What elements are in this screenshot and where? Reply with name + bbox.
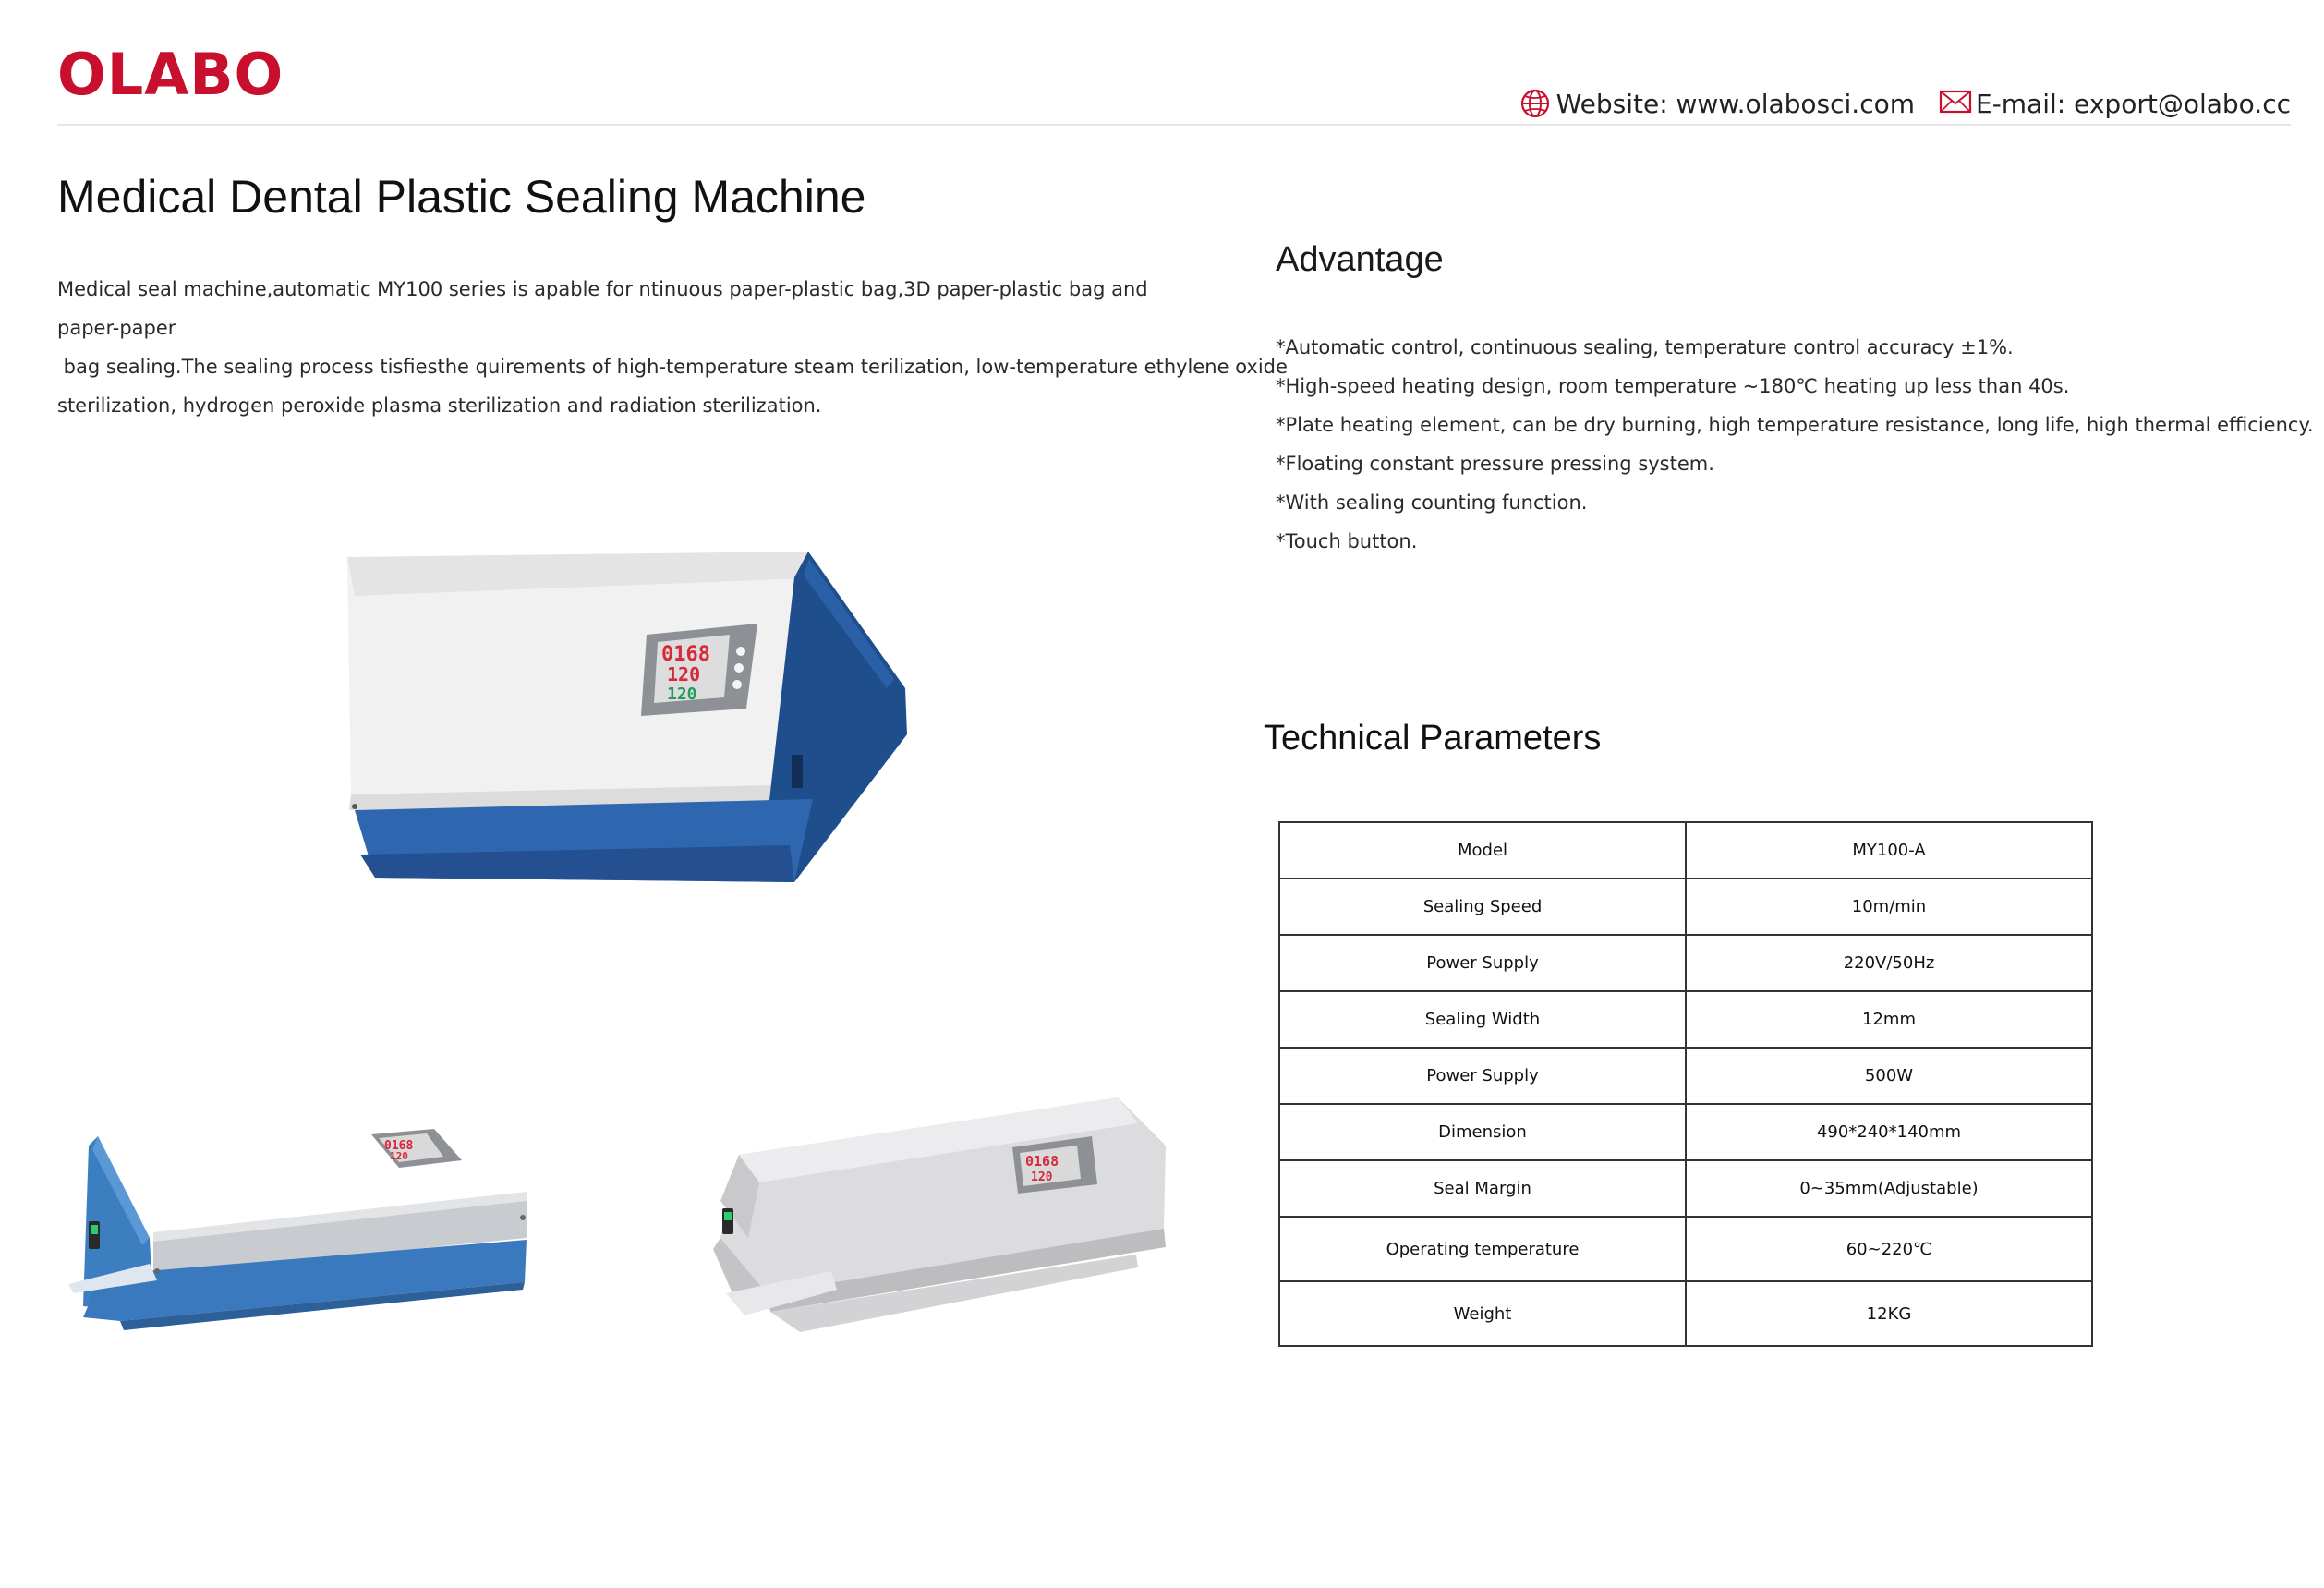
- advantage-list: [1276, 328, 2314, 561]
- table-row: [1279, 822, 2092, 879]
- param-label: Power Supply: [1279, 1048, 1686, 1104]
- technical-parameters-table: [1278, 821, 2093, 1347]
- temp-readout: 120: [667, 663, 701, 685]
- description-line: Medical seal machine,automatic MY100 series is apable for ntinuous paper-plastic bag,3D paper-plastic bag and paper-paper: [57, 278, 1148, 339]
- counter-readout: 120: [667, 685, 697, 704]
- param-value: 12KG: [1686, 1281, 2092, 1346]
- advantage-item: *Touch button.: [1276, 530, 1418, 552]
- main-product-image: [333, 540, 914, 891]
- technical-parameters-heading: Technical Parameters: [1264, 719, 1602, 758]
- param-label: Dimension: [1279, 1104, 1686, 1160]
- param-label: Weight: [1279, 1281, 1686, 1346]
- advantage-item: *High-speed heating design, room temperature ~180℃ heating up less than 40s.: [1276, 375, 2070, 397]
- table-row: [1279, 1281, 2092, 1346]
- param-label: Sealing Speed: [1279, 879, 1686, 935]
- table-row: [1279, 935, 2092, 991]
- advantage-item: *Automatic control, continuous sealing, temperature control accuracy ±1%.: [1276, 336, 2014, 358]
- advantage-item: *Floating constant pressure pressing system.: [1276, 453, 1714, 475]
- website-link[interactable]: Website: www.olabosci.com: [1555, 88, 1915, 119]
- table-row: [1279, 1160, 2092, 1217]
- table-row: [1279, 1104, 2092, 1160]
- param-label: Seal Margin: [1279, 1160, 1686, 1217]
- globe-icon: [1519, 88, 1551, 119]
- side-view-product-image: [65, 1109, 536, 1358]
- description-line: sterilization, hydrogen peroxide plasma sterilization and radiation sterilization.: [57, 394, 822, 417]
- temp-readout: 0168: [384, 1139, 414, 1153]
- advantage-item: *With sealing counting function.: [1276, 491, 1588, 514]
- advantage-item: *Plate heating element, can be dry burning, high temperature resistance, long life, high thermal efficiency.: [1276, 414, 2314, 436]
- param-value: 490*240*140mm: [1686, 1104, 2092, 1160]
- page-title: Medical Dental Plastic Sealing Machine: [57, 171, 866, 223]
- email-link[interactable]: E-mail: export@olabo.cc: [1976, 88, 2291, 119]
- param-label: Model: [1279, 822, 1686, 879]
- table-row: [1279, 991, 2092, 1048]
- control-panel: [641, 624, 757, 716]
- temp-readout: 0168: [661, 643, 710, 666]
- header-divider: [57, 124, 2291, 126]
- param-label: Sealing Width: [1279, 991, 1686, 1048]
- description-line: bag sealing.The sealing process tisfiesthe quirements of high-temperature steam terilization, low-temperature ethylene oxide: [57, 356, 1288, 378]
- silver-model-product-image: [711, 1090, 1173, 1358]
- param-value: 220V/50Hz: [1686, 935, 2092, 991]
- temp-readout: 0168: [1025, 1153, 1059, 1170]
- param-label: Power Supply: [1279, 935, 1686, 991]
- temp-readout: 120: [1031, 1170, 1053, 1184]
- olabo-logo: OLABO: [57, 41, 284, 108]
- param-label: Operating temperature: [1279, 1217, 1686, 1281]
- advantage-heading: Advantage: [1276, 240, 1444, 279]
- table-row: [1279, 1217, 2092, 1281]
- param-value: 10m/min: [1686, 879, 2092, 935]
- param-value: 500W: [1686, 1048, 2092, 1104]
- param-value: 12mm: [1686, 991, 2092, 1048]
- envelope-icon: [1939, 88, 1970, 119]
- control-panel: [371, 1129, 462, 1168]
- contact-bar: [1519, 88, 2291, 119]
- param-value: 0~35mm(Adjustable): [1686, 1160, 2092, 1217]
- table-row: [1279, 879, 2092, 935]
- table-row: [1279, 1048, 2092, 1104]
- param-value: MY100-A: [1686, 822, 2092, 879]
- temp-readout: 120: [390, 1150, 408, 1162]
- product-description: [57, 270, 1288, 425]
- param-value: 60~220℃: [1686, 1217, 2092, 1281]
